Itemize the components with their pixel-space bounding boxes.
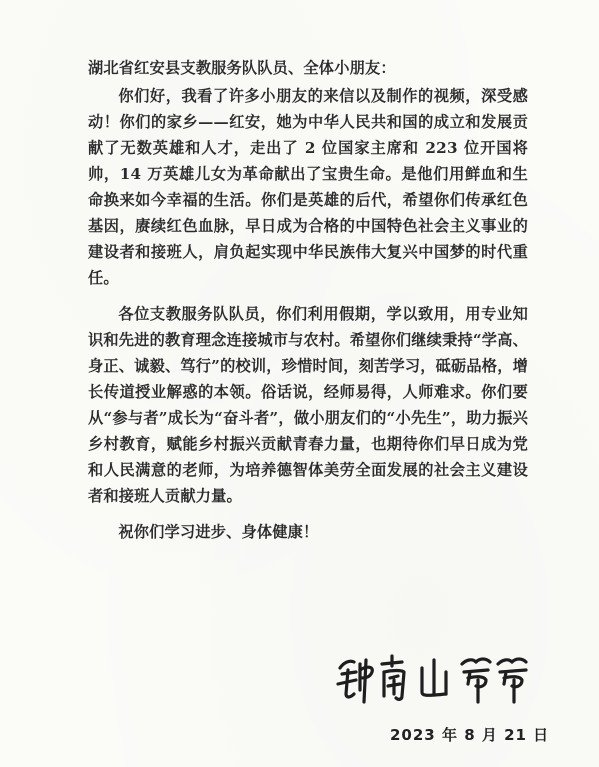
letter-body <box>88 55 528 545</box>
salutation: 湖北省红安县支教服务队队员、全体小朋友： <box>88 59 396 77</box>
paragraph-greeting: 你们好，我看了许多小朋友的来信以及制作的视频，深受感动！你们的家乡——红安，她为中华人民共和国的成立和发展贡献了无数英雄和人才，走出了 2 位国家主席和 223 位开国将帅，14 万英雄儿女为革命献出了宝贵生命。是他们用鲜血和生命换来如今幸福的生活。你们是英雄的后代，希望你们传承红色基因，赓续红色血脉，早日成为合格的中国特色社会主义事业的建设者和接班人，肩负起实现中华民族伟大复兴中国梦的时代重任。 <box>88 87 528 287</box>
closing-wish: 祝你们学习进步、身体健康！ <box>118 523 319 541</box>
letter-date: 2023 年 8 月 21 日 <box>390 726 550 744</box>
handwritten-signature <box>330 650 535 708</box>
paragraph-volunteers: 各位支教服务队队员，你们利用假期，学以致用，用专业知识和先进的教育理念连接城市与农村。希望你们继续秉持“学高、身正、诚毅、笃行”的校训，珍惜时间，刻苦学习，砥砺品格，增长传道授业解惑的本领。俗话说，经师易得，人师难求。你们要从“参与者”成长为“奋斗者”，做小朋友们的“小先生”，助力振兴乡村教育，赋能乡村振兴贡献青春力量，也期待你们早日成为党和人民满意的老师，为培养德智体美劳全面发展的社会主义建设者和接班人贡献力量。 <box>88 305 528 505</box>
